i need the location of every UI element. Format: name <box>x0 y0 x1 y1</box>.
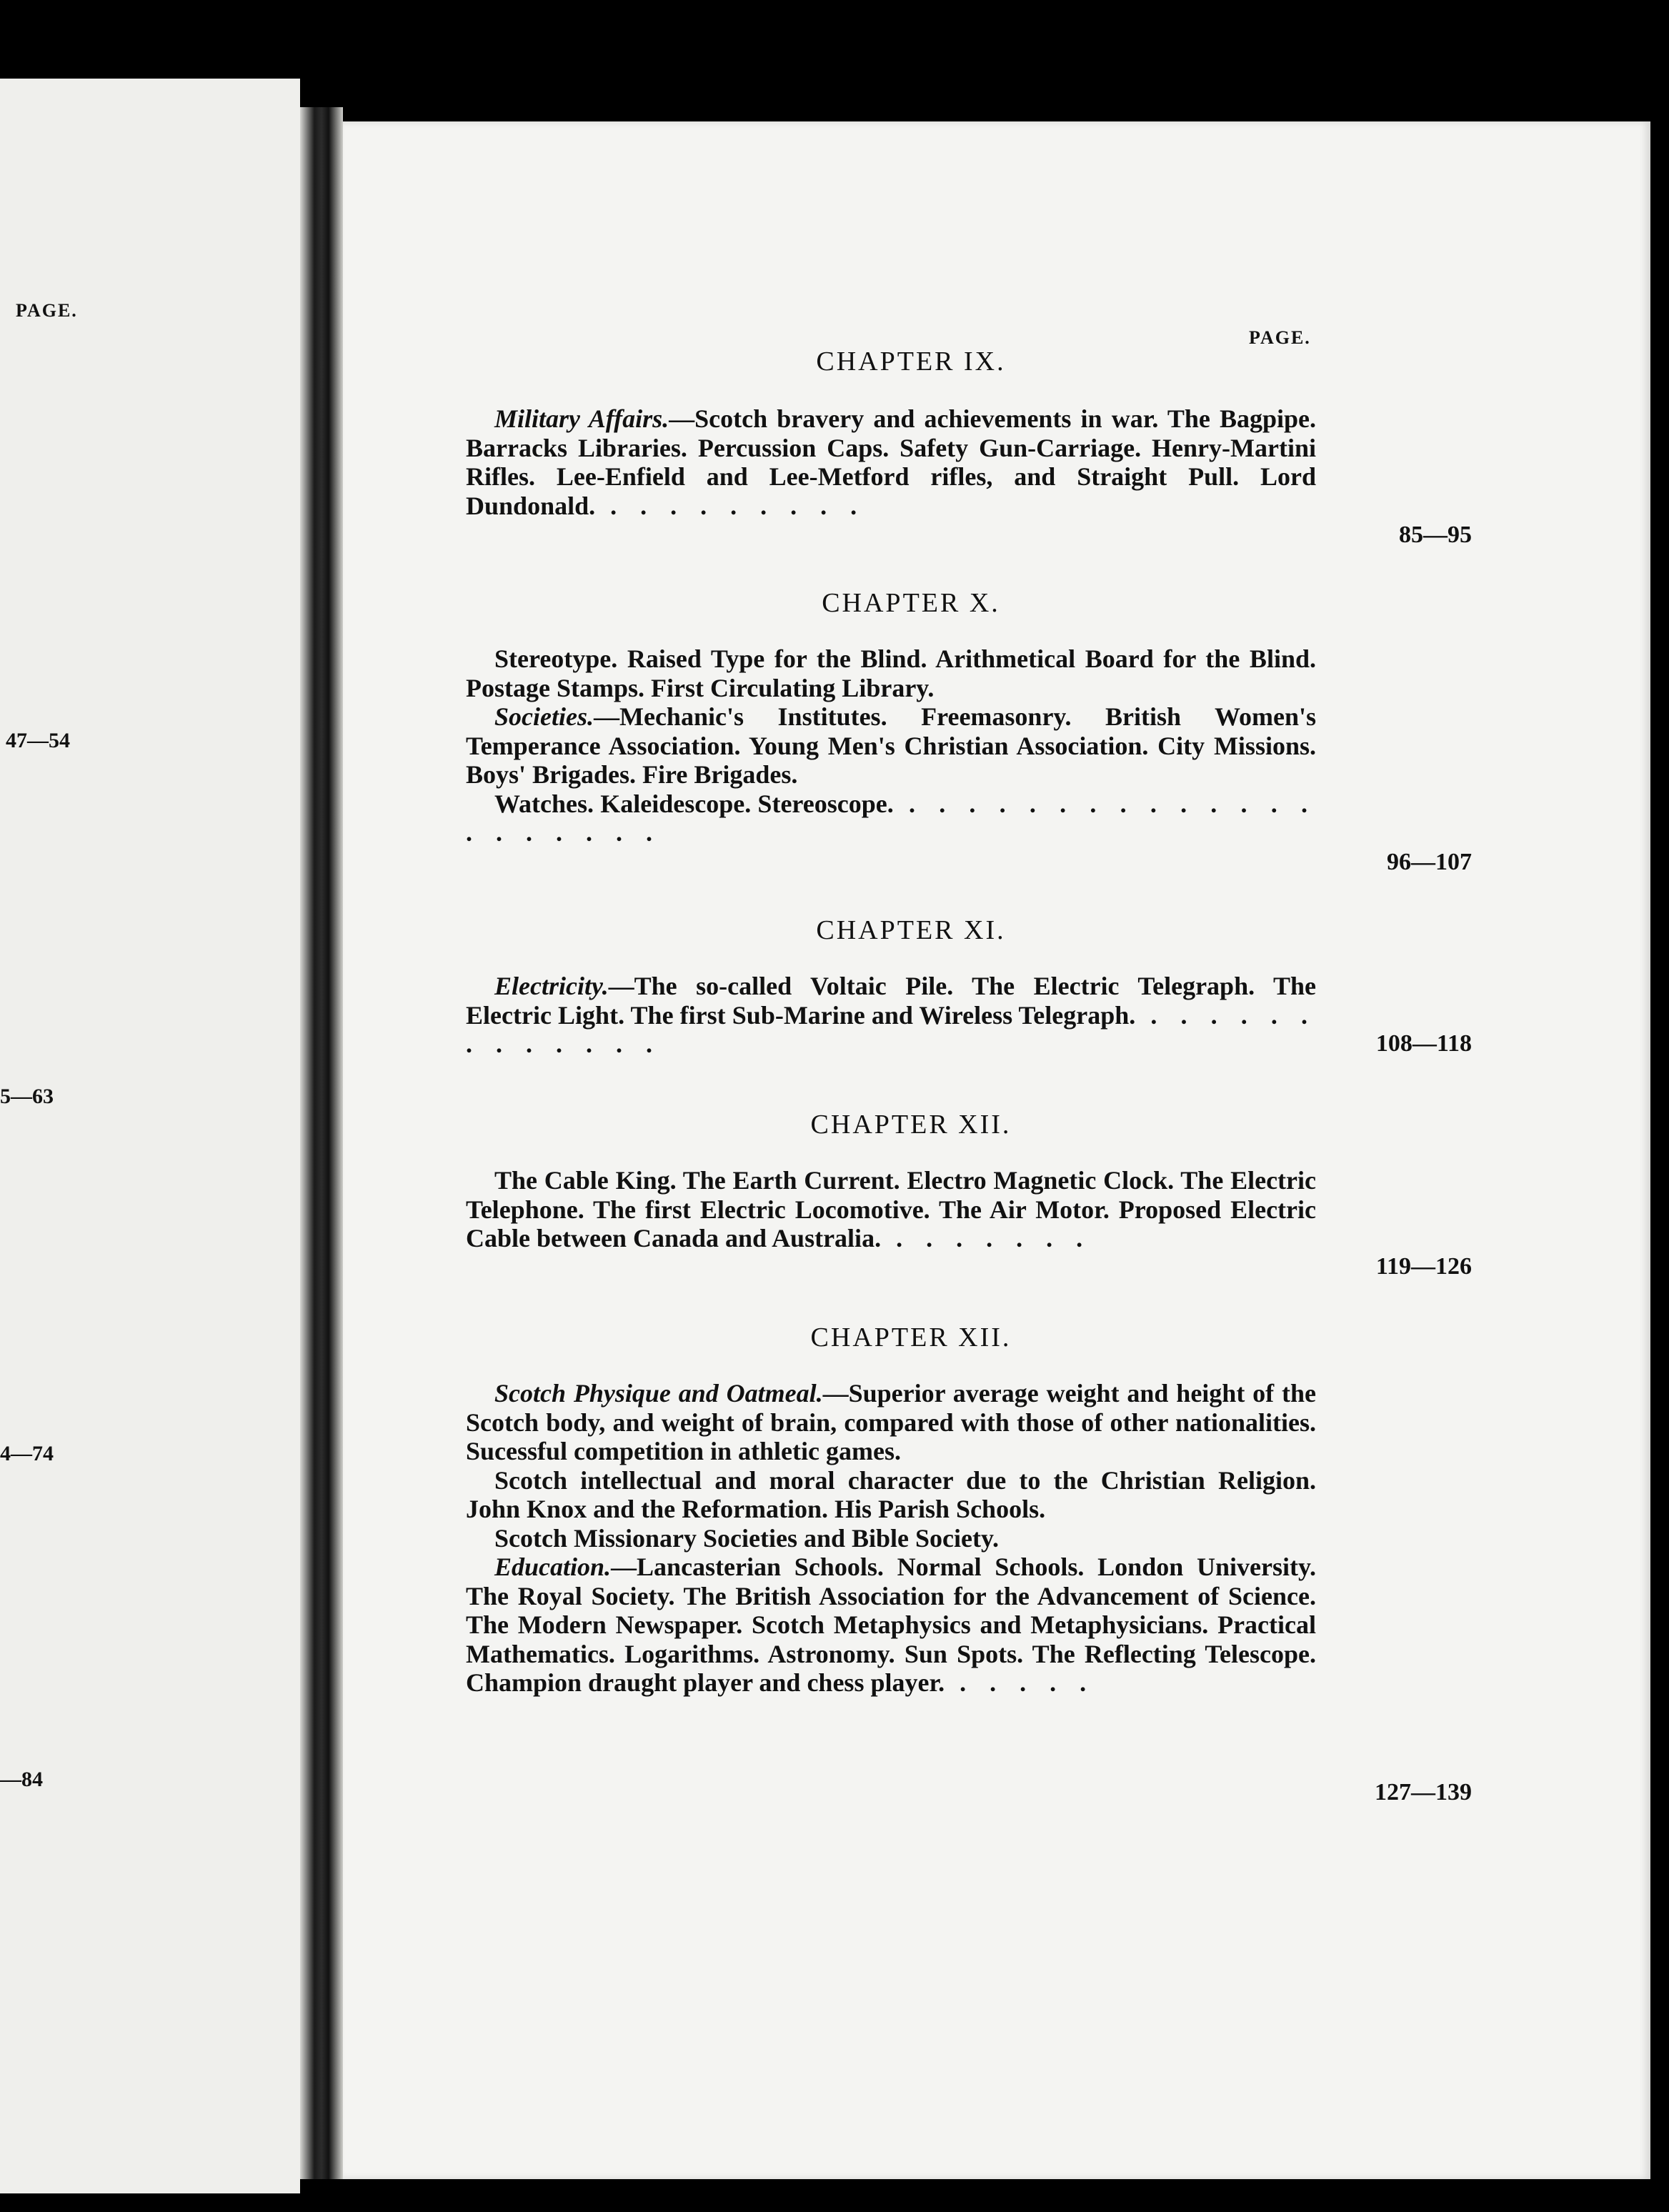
chapter-title: CHAPTER XII. <box>810 1322 1012 1352</box>
contents-paragraph <box>466 644 1316 702</box>
topic-text: —The so-called Voltaic Pile. The Electric Telegraph. The Electric Light. The first Sub-Marine and Wireless Telegraph. <box>466 972 1316 1030</box>
contents-paragraph <box>466 1524 1316 1553</box>
topic-text: Watches. Kaleidescope. Stereoscope. <box>494 789 894 818</box>
right-page-header: PAGE. <box>1249 327 1311 348</box>
book-gutter <box>300 107 343 2179</box>
contents-paragraph <box>466 404 1316 520</box>
right-page <box>343 121 1650 2179</box>
left-page-range: 47—54 <box>6 729 70 752</box>
contents-paragraph <box>466 972 1316 1059</box>
topic-text: Scotch intellectual and moral character due to the Christian Religion. John Knox and the Reformation. His Parish Schools. <box>466 1465 1316 1523</box>
chapter-title: CHAPTER X. <box>822 588 1000 618</box>
left-page <box>0 79 300 2193</box>
contents-paragraph <box>466 1553 1316 1698</box>
topic-text: —Superior average weight and height of the Scotch body, and weight of brain, compared with those of other nationalities. Sucessful competition in athletic games. <box>466 1379 1316 1465</box>
contents-paragraph <box>466 1379 1316 1466</box>
topic-text: —Scotch bravery and achievements in war. The Bagpipe. Barracks Libraries. Percussion Caps. Safety Gun-Carriage. Henry-Martini Rifles. Lee-Enfield and Lee-Metford rifles, and Straight Pull. Lord Dundonald. <box>466 404 1317 520</box>
contents-paragraph <box>466 1466 1316 1524</box>
topic-text: Scotch Missionary Societies and Bible Society. <box>494 1523 999 1553</box>
left-page-range: 5—63 <box>0 1085 54 1108</box>
contents-paragraph <box>466 789 1316 847</box>
topic-heading: Military Affairs. <box>494 404 669 433</box>
leader-dots: . . . . . . . . . . . . . . . . . . . . . <box>466 789 1316 847</box>
topic-heading: Education. <box>494 1553 612 1581</box>
topic-heading: Societies. <box>494 702 594 731</box>
topic-text: —Mechanic's Institutes. Freemasonry. British Women's Temperance Association. Young Men's Christian Association. City Missions. Boys' Brigades. Fire Brigades. <box>466 702 1316 789</box>
chapter-contents <box>466 1379 1316 1698</box>
topic-heading: Scotch Physique and Oatmeal. <box>494 1379 823 1408</box>
leader-dots: . . . . . . . . . . . . . <box>466 1000 1316 1058</box>
contents-paragraph <box>466 702 1316 789</box>
page-range: 85—95 <box>1399 522 1472 548</box>
chapter-contents <box>466 644 1316 847</box>
topic-text: Stereotype. Raised Type for the Blind. Arithmetical Board for the Blind. Postage Stamps. First Circulating Library. <box>466 644 1316 702</box>
page-range: 108—118 <box>1375 1030 1472 1057</box>
left-page-range: —84 <box>0 1768 43 1791</box>
left-page-range: 4—74 <box>0 1442 54 1465</box>
chapter-contents <box>466 1166 1316 1253</box>
topic-text: —Lancasterian Schools. Normal Schools. London University. The Royal Society. The British Association for the Advancement of Science. The Modern Newspaper. Scotch Metaphysics and Metaphysicians. Practical Mathematics. Logarithms. Astronomy. Sun Spots. The Reflecting Telescope. Champion draught player and chess player. <box>466 1553 1316 1697</box>
page-range: 127—139 <box>1375 1779 1472 1805</box>
chapter-title: CHAPTER XI. <box>816 915 1006 945</box>
contents-paragraph <box>466 1166 1316 1253</box>
page-range: 96—107 <box>1387 849 1472 875</box>
leader-dots: . . . . . . . . . <box>595 491 866 520</box>
left-page-header: PAGE. <box>16 300 78 321</box>
chapter-contents <box>466 404 1316 520</box>
topic-text: The Cable King. The Earth Current. Electro Magnetic Clock. The Electric Telephone. The first Electric Locomotive. The Air Motor. Proposed Electric Cable between Canada and Australia. <box>466 1166 1316 1252</box>
leader-dots: . . . . . <box>945 1668 1095 1697</box>
chapter-title: CHAPTER IX. <box>816 347 1006 377</box>
leader-dots: . . . . . . . <box>881 1224 1092 1252</box>
page-range: 119—126 <box>1375 1253 1472 1280</box>
topic-heading: Electricity. <box>494 972 609 1000</box>
chapter-contents <box>466 972 1316 1059</box>
chapter-title: CHAPTER XII. <box>810 1110 1012 1140</box>
